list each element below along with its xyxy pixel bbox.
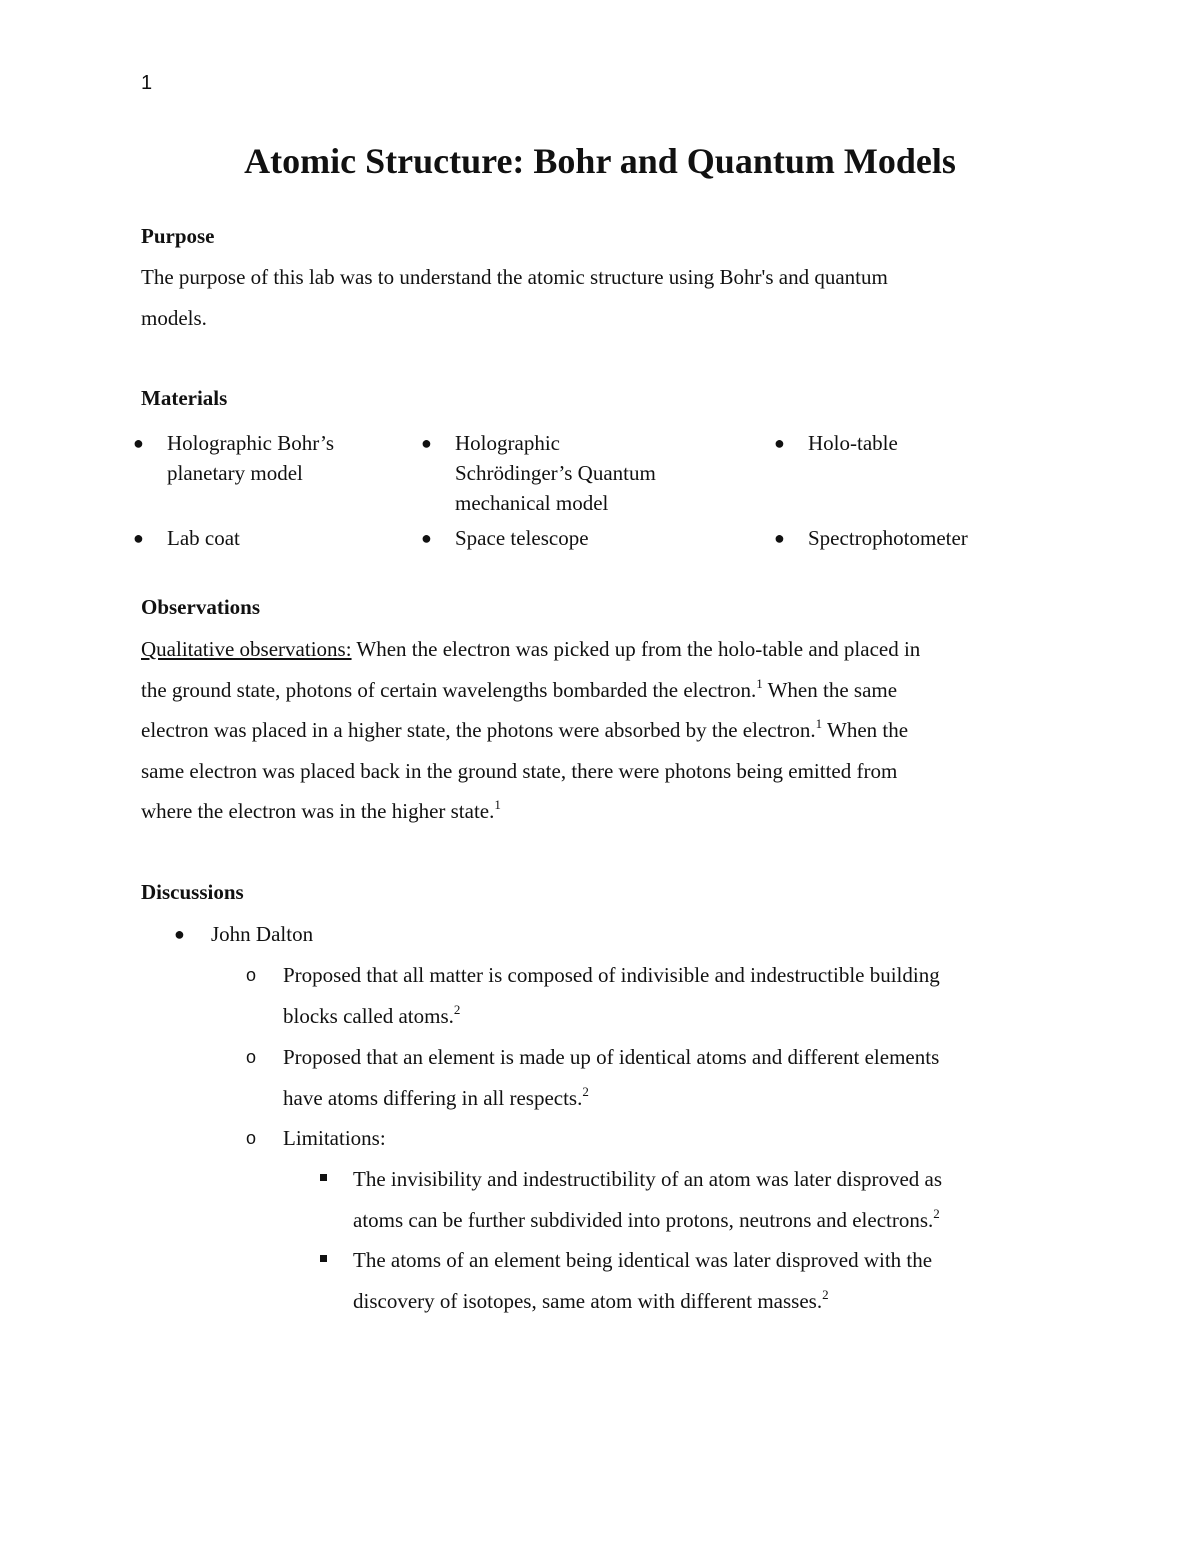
circle-bullet-icon: o [246,1047,257,1067]
qualitative-label: Qualitative observations: [141,637,352,661]
material-item: ● Lab coat [167,523,240,553]
citation: 2 [822,1286,829,1302]
square-bullet-icon [320,1255,327,1262]
observation-line: where the electron was in the higher state.$^1$ [141,797,501,824]
discussion-person: ● John Dalton [211,914,313,955]
document-title: Atomic Structure: Bohr and Quantum Models [244,141,956,181]
purpose-text [141,257,1061,338]
discussion-point: o Proposed that an element is made up of identical atoms and different elements have atoms differing in all respects.$^2$ [283,1037,1063,1118]
citation: 2 [582,1083,589,1099]
bullet-icon: ● [133,528,144,548]
observations-heading: Observations [141,595,261,619]
purpose-heading: Purpose [141,224,215,248]
limitation-item: The atoms of an element being identical was later disproved with the discovery of isotopes, same atom with different masses.$^2$ [353,1240,1063,1321]
bullet-icon: ● [774,433,785,453]
bullet-icon: ● [421,528,432,548]
observations-text [141,629,1061,832]
materials-heading: Materials [141,386,228,410]
discussions-heading: Discussions [141,880,244,904]
bullet-icon: ● [774,528,785,548]
citation: 2 [933,1205,940,1221]
bullet-icon: ● [133,433,144,453]
bullet-icon: ● [174,924,185,944]
citation: 2 [453,1001,461,1017]
circle-bullet-icon: o [246,965,257,985]
citation: 1 [494,797,501,813]
limitations-label: o Limitations: [283,1118,386,1159]
purpose-line: models. [141,305,207,330]
observation-line: same electron was placed back in the ground state, there were photons being emitted from [141,758,898,783]
material-item: ● Holographic Schrödinger’s Quantum mechanical model [455,428,656,518]
material-item: ● Spectrophotometer [808,523,968,553]
observation-line: Qualitative observations: When the electron was picked up from the holo-table and placed in [141,637,921,661]
square-bullet-icon [320,1174,327,1181]
material-item: ● Holographic Bohr’s planetary model [167,428,334,488]
circle-bullet-icon: o [246,1128,257,1148]
limitation-item: The invisibility and indestructibility of an atom was later disproved as atoms can be further subdivided into protons, neutrons and electrons.$^2$ [353,1159,1063,1240]
purpose-line: The purpose of this lab was to understand the atomic structure using Bohr's and quantum [141,265,888,289]
citation: 1 [815,716,823,732]
material-item: ● Space telescope [455,523,589,553]
observation-line: electron was placed in a higher state, the photons were absorbed by the electron.$^1$ When the [141,716,909,743]
page-number: 1 [141,72,153,94]
citation: 1 [756,675,763,691]
discussion-point: o Proposed that all matter is composed of indivisible and indestructible building blocks called atoms.$^2$ [283,955,1063,1036]
bullet-icon: ● [421,433,432,453]
material-item: ● Holo-table [808,428,898,458]
observation-line: the ground state, photons of certain wavelengths bombarded the electron.$^1$ When the same [141,675,898,702]
